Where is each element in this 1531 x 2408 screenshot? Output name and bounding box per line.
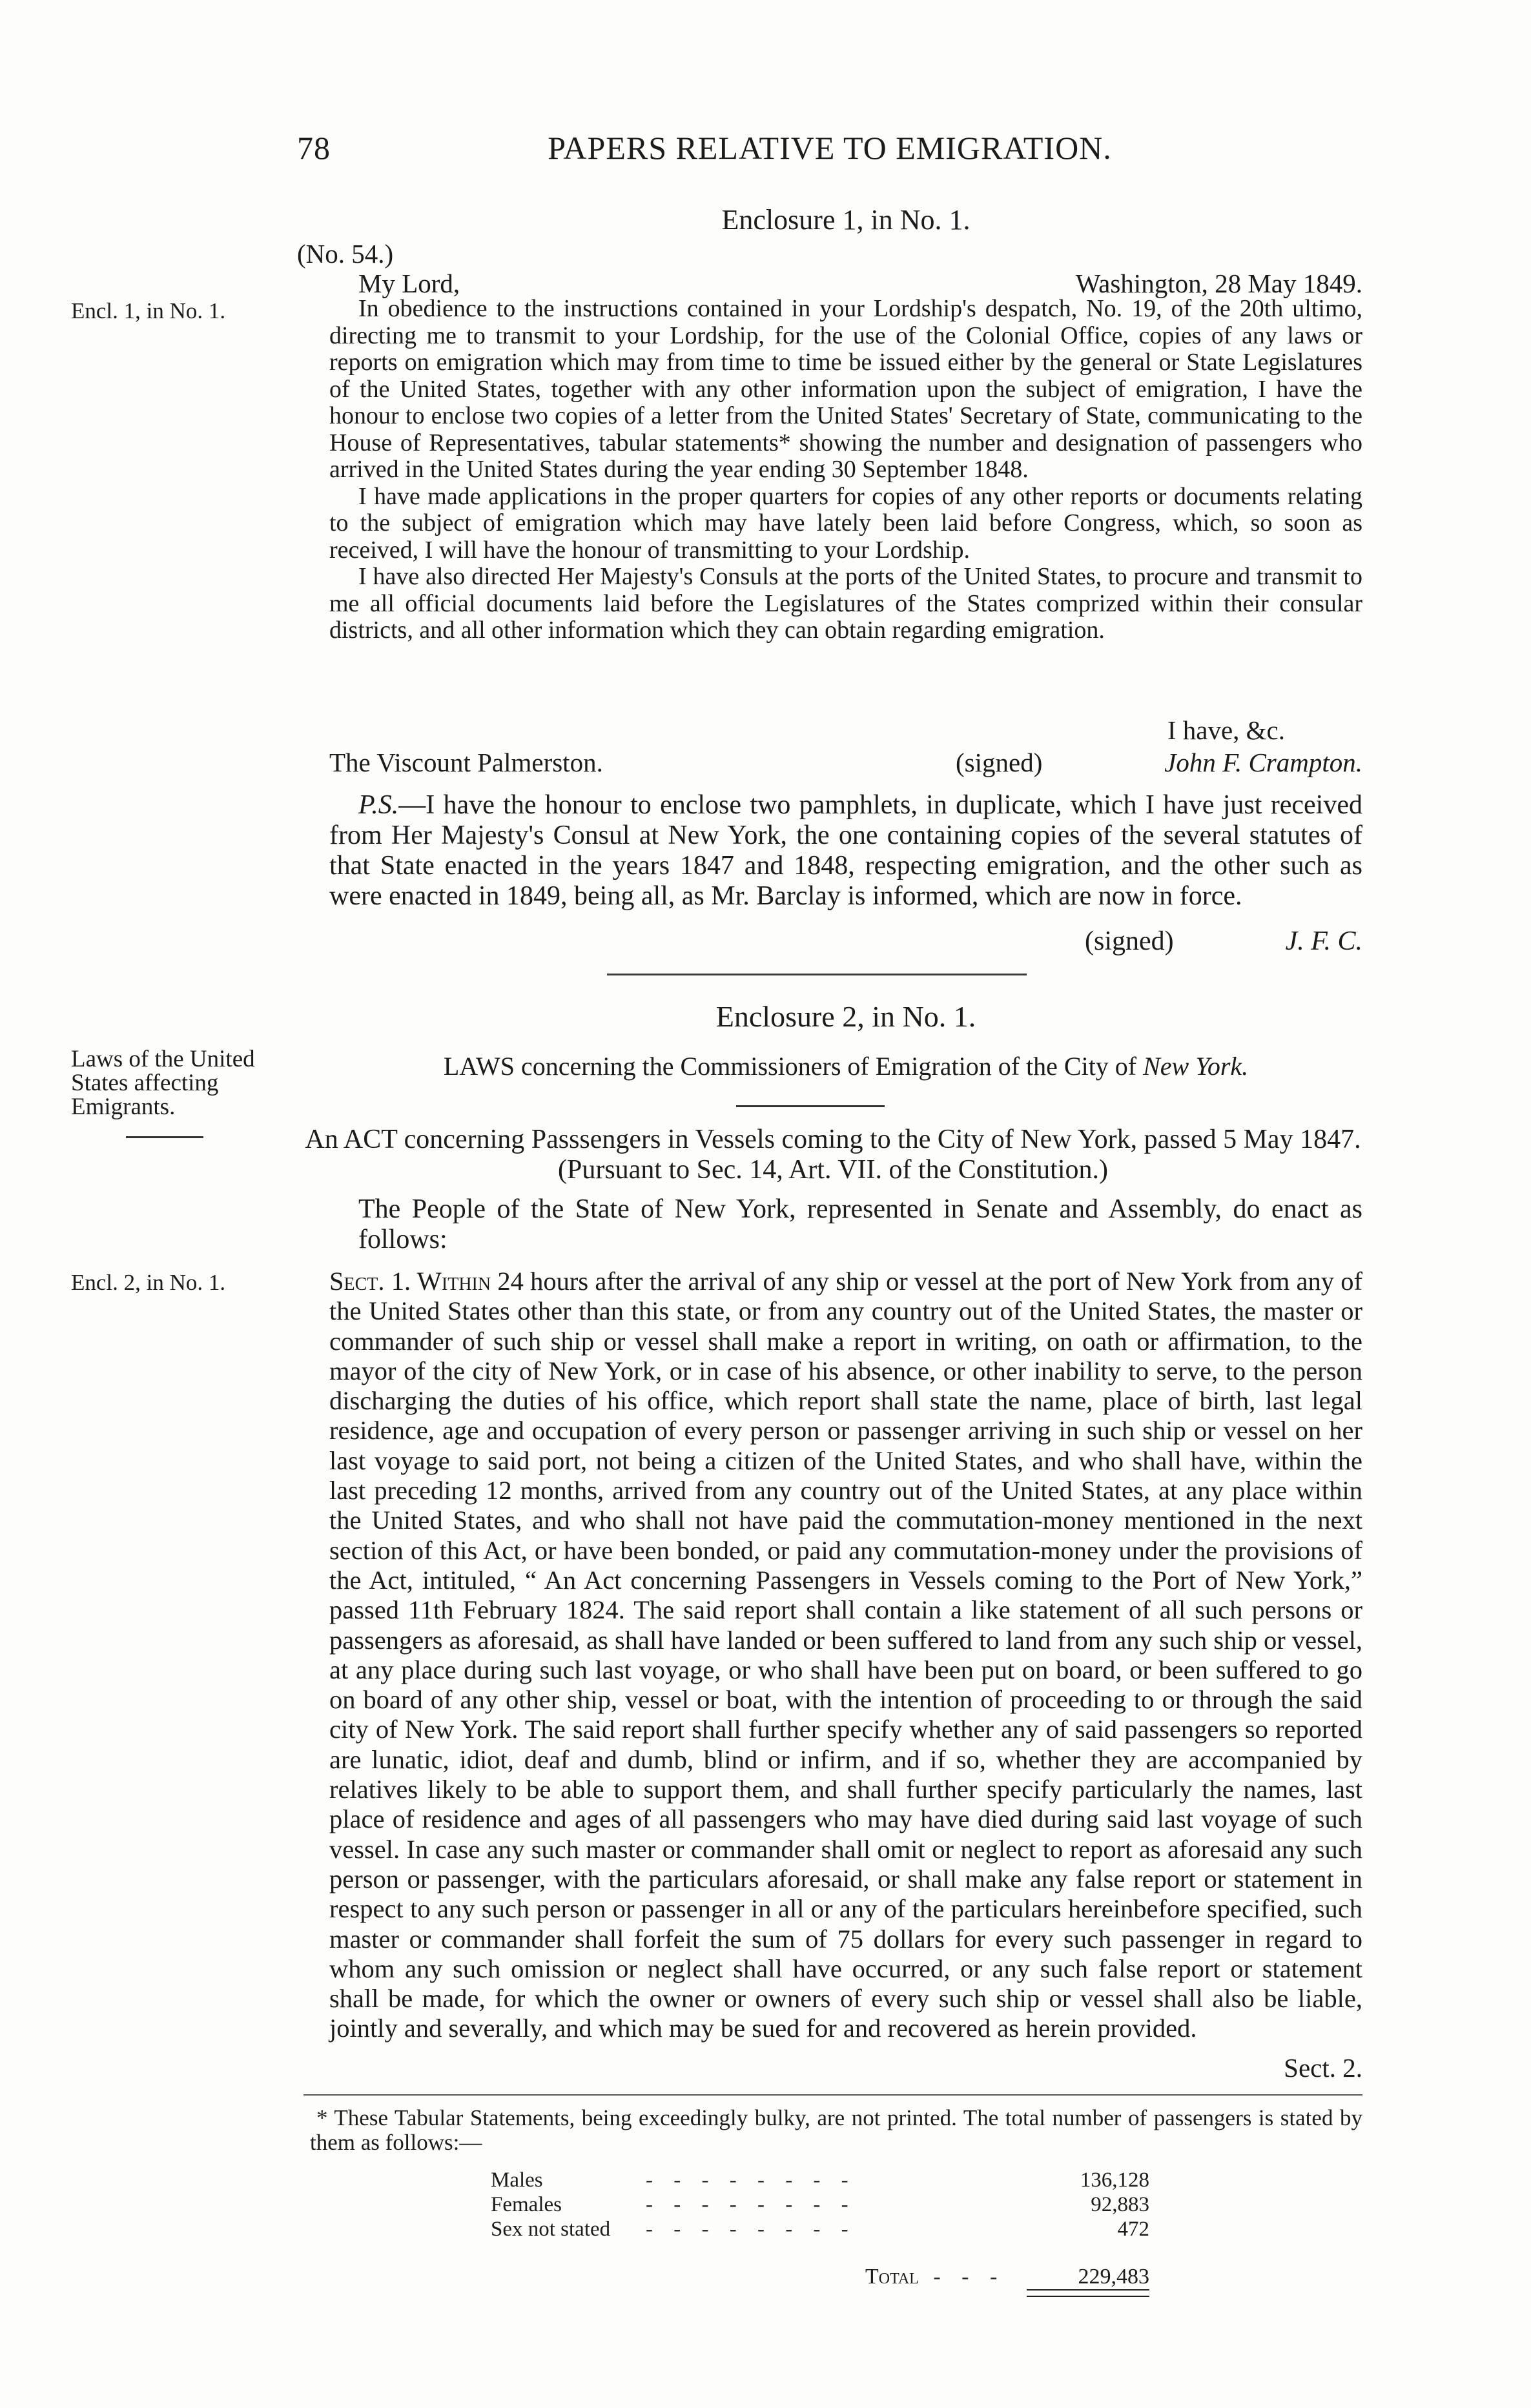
row-value: 92,883 (1091, 2193, 1149, 2216)
enclosure1-heading: Enclosure 1, in No. 1. (721, 204, 971, 236)
ps-text: —I have the honour to enclose two pamphlets, in duplicate, which I have just received from Her Majesty's Consul at New York, the one containing copies of the several statutes of that State enacted in the years 1847 and 1848, respecting emigration, and the other such as were enacted in 1849, being all, as Mr. Barclay is informed, which are now in force. (329, 790, 1362, 911)
laws-title-text: LAWS concerning the Commissioners of Emigration of the City of (443, 1052, 1144, 1081)
passenger-row (491, 2217, 1149, 2241)
enclosure2-heading: Enclosure 2, in No. 1. (715, 1000, 976, 1033)
section-1 (329, 1267, 1362, 2044)
row-label: Sex not stated (491, 2218, 611, 2241)
title-rule (736, 1105, 885, 1107)
passenger-table (491, 2168, 1149, 2241)
place-date: Washington, 28 May 1849. (1075, 269, 1362, 298)
running-title: PAPERS RELATIVE TO EMIGRATION. (548, 130, 1112, 166)
row-value: 136,128 (1080, 2168, 1149, 2192)
row-value: 472 (1117, 2218, 1149, 2241)
addressee (329, 748, 781, 777)
footnote-rule (303, 2094, 1362, 2096)
closing: I have, &c. (1167, 715, 1285, 745)
catchword: Sect. 2. (1284, 2053, 1362, 2083)
laws-title-city: New York. (1143, 1052, 1249, 1081)
addressee-text: The Viscount Palmerston. (329, 748, 603, 777)
sect1-text: 24 hours after the arrival of any ship or vessel at the port of New York from any of the United States other than this state, or from any country out of the United States, the master or commander of such ship or vessel shall make a report in writing, on oath or affirmation, to the mayor of the city of New York, or in case of his absence, or other inability to serve, to the person discharging the duties of his office, which report shall state the name, place of birth, last legal residence, age and occupation of every person or passenger arriving in such ship or vessel on her last voyage to said port, not being a citizen of the United States, and who shall have, within the last preceding 12 months, arrived from any country out of the United States, at any place within the United States, and who shall not have paid the commutation-money mentioned in the next section of this Act, or have been bonded, or paid any commutation-money under the provisions of the Act, intituled, “ An Act concerning Passengers in Vessels coming to the Port of New York,” passed 11th February 1824. The said report shall contain a like statement of all such persons or passengers as aforesaid, as shall have landed or been suffered to land from any such ship or vessel, at any place during such last voyage, or who shall have been put on board, or been suffered to go on board of any other ship, vessel or boat, with the intention of proceeding to or through the said city of New York. The said report shall further specify whether any of said passengers so reported are lunatic, idiot, deaf and dumb, blind or infirm, and if so, whether they are accompanied by relatives likely to be able to support them, and shall further specify particularly the names, last place of residence and ages of all passengers who may have died during said last voyage of such vessel. In case any such master or commander shall omit or neglect to report as aforesaid any such person or passenger, with the particulars aforesaid, or shall make any false report or statement in respect to any such person or passenger in all or any of the particulars hereinbefore specified, such master or commander shall forfeit the sum of 75 dollars for every such passenger in regard to whom any such omission or neglect shall have occurred, or any such false report or statement shall be made, for which the owner or owners of every such ship or vessel shall also be liable, jointly and severally, and which may be sued for and recovered as herein provided. (329, 1267, 1362, 2043)
laws-title (329, 1051, 1362, 1081)
letter-paragraph-2: I have made applications in the proper quarters for copies of any other reports or documents relating to the subject of emigration which may have lately been laid before Congress, which, so soon as received, I will have the honour of transmitting to your Lordship. (329, 482, 1362, 564)
signed-label: (signed) (956, 748, 1043, 777)
footnote-paragraph: * These Tabular Statements, being exceedingly bulky, are not printed. The total number of passengers is stated by them as follows:— (310, 2105, 1362, 2155)
act-title: An ACT concerning Passsengers in Vessels coming to the City of New York, passed 5 May 1847. (Pursuant to Sec. 14, Art. VII. of the Constitution.) (305, 1125, 1361, 1185)
page-number: 78 (297, 130, 331, 166)
enacting-clause: The People of the State of New York, represented in Senate and Assembly, do enact as follows: (358, 1194, 1362, 1254)
side-note-encl1: Encl. 1, in No. 1. (71, 298, 226, 323)
row-leaders: - - - - - - - - (646, 2193, 856, 2216)
ps-signed-label: (signed) (1085, 926, 1174, 956)
sect1-label: Sect. 1. Within (329, 1267, 491, 1296)
section-divider (607, 974, 1027, 975)
total-row: Total - - - 229,483 (865, 2265, 1149, 2289)
total-rule-2 (1027, 2296, 1149, 2297)
enclosure1-body (329, 296, 1362, 644)
row-label: Males (491, 2168, 543, 2192)
letter-paragraph-3: I have also directed Her Majesty's Consuls at the ports of the United States, to procure and transmit to me all official documents laid before the Legislatures of the States comprized within their consular districts, and all other information which they can obtain regarding emigration. (329, 563, 1362, 644)
side-note-laws: Laws of the United States affecting Emigrants. (71, 1046, 255, 1120)
total-rule-1 (1027, 2289, 1149, 2291)
total-value: 229,483 (1078, 2265, 1149, 2289)
ps-label: P.S. (358, 790, 399, 820)
ps-signature: J. F. C. (1285, 926, 1362, 956)
footnote-text (310, 2106, 1362, 2155)
signature: John F. Crampton. (1164, 748, 1362, 777)
salutation: My Lord, (358, 269, 460, 298)
row-leaders: - - - - - - - - (646, 2218, 856, 2241)
side-note-encl2: Encl. 2, in No. 1. (71, 1270, 226, 1295)
passenger-row (491, 2168, 1149, 2192)
postscript (329, 790, 1362, 912)
passenger-row (491, 2192, 1149, 2217)
letter-paragraph-1: In obedience to the instructions contained in your Lordship's despatch, No. 19, of the 20th ultimo, directing me to transmit to your Lordship, for the use of the Colonial Office, copies of any laws or reports on emigration which may from time to time be issued either by the general or State Legislatures of the United States, together with any other information upon the subject of emigration, I have the honour to enclose two copies of a letter from the United States' Secretary of State, communicating to the House of Representatives, tabular statements* showing the number and designation of passengers who arrived in the United States during the year ending 30 September 1848. (329, 295, 1362, 483)
row-leaders: - - - - - - - - (646, 2168, 856, 2192)
letter-number: (No. 54.) (297, 239, 394, 269)
row-label: Females (491, 2193, 562, 2216)
running-header (297, 129, 1362, 167)
side-note-rule (126, 1136, 203, 1138)
total-label: Total (865, 2265, 919, 2289)
